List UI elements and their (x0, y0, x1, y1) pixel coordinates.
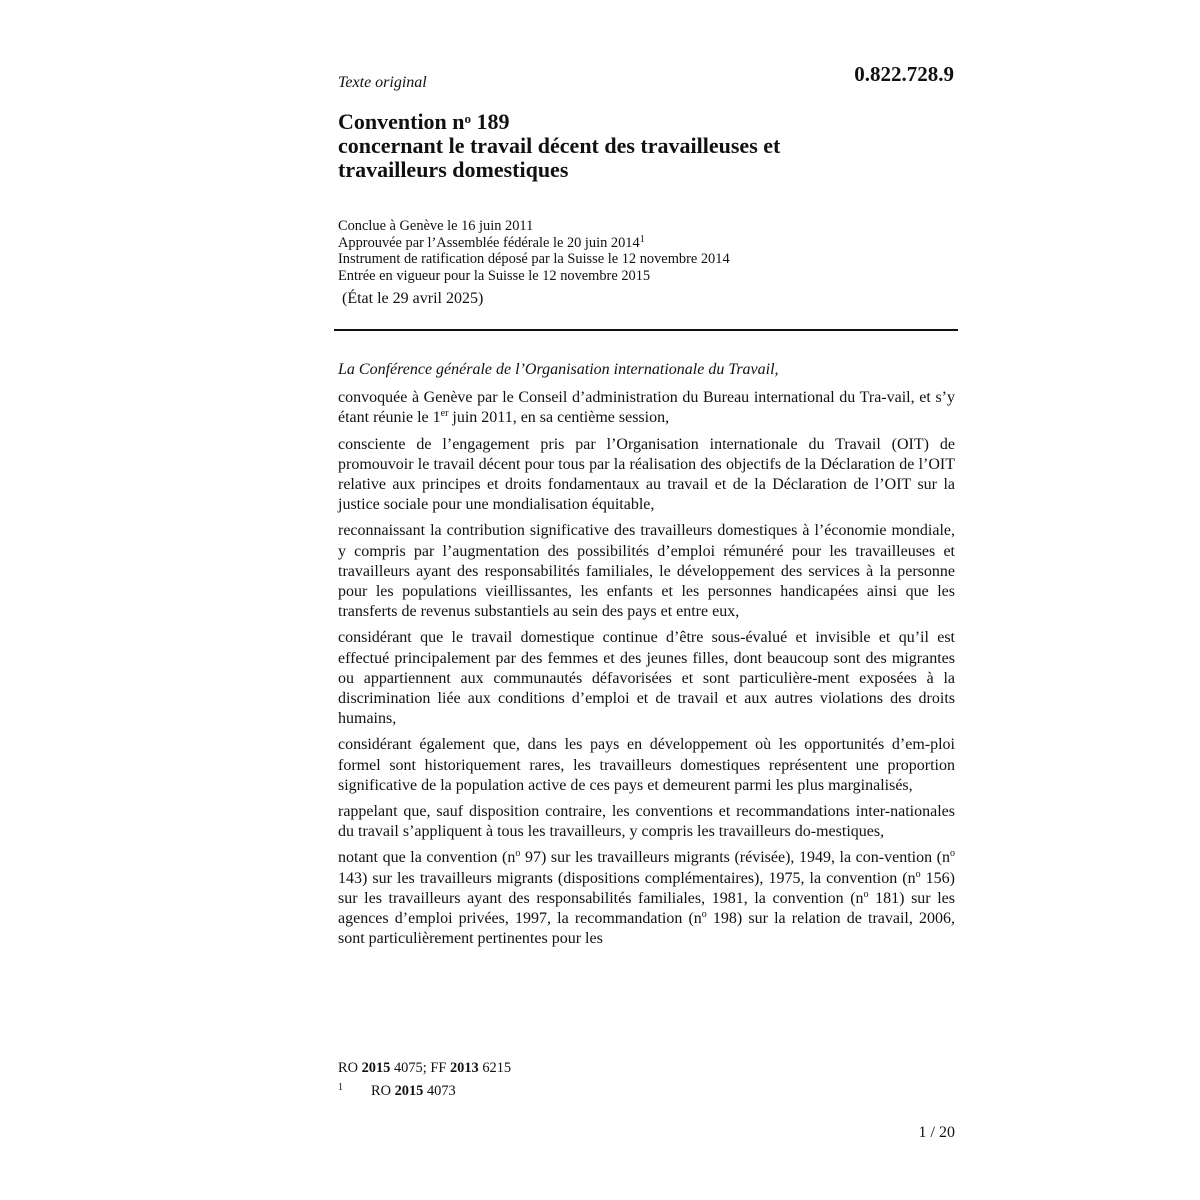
fn-ro-label: RO (371, 1083, 395, 1099)
preamble-paragraph (338, 388, 955, 428)
number-sup: o (915, 868, 921, 880)
source-reference (338, 1058, 511, 1078)
state-date: (État le 29 avril 2025) (342, 290, 484, 307)
preamble-paragraph: consciente de l’engagement pris par l’Organisation internationale du Travail (OIT) de promouvoir le travail décent pour tous par la réalisation des objectifs de la Déclaration de l’OIT relative aux principes et droits fondamentaux au travail et de la Déclaration de l’OIT sur la justice sociale pour une mondialisation équitable, (338, 435, 955, 514)
title-line-3: travailleurs domestiques (338, 157, 569, 182)
paragraph-text: notant que la convention (n (338, 849, 516, 867)
number-sup: o (863, 888, 869, 900)
preamble-paragraph: reconnaissant la contribution significative des travailleurs domestiques à l’économie mondiale, y compris par l’augmentation des possibilités d’emploi rémunéré pour les travailleuses et travailleurs ayant des responsabilités familiales, le développement des services à la personne pour les populations vieillissantes, les enfants et les personnes handicapées ainsi que les transferts de revenus substantiels au sein des pays et entre eux, (338, 522, 955, 621)
document-body (338, 360, 955, 955)
ro-page: 4075; FF (390, 1060, 450, 1076)
ff-year: 2013 (449, 1060, 479, 1076)
title-sup: o (464, 111, 472, 126)
fn-ro-year: 2015 (394, 1083, 424, 1099)
title-number: 189 (471, 109, 510, 134)
original-text-label: Texte original (338, 74, 427, 91)
ordinal-sup: er (440, 408, 449, 420)
document-title (338, 110, 955, 182)
title-prefix: Convention n (338, 109, 465, 134)
paragraph-text: 181) sur les agences d’emploi privées, 1997, la recommandation (n (338, 889, 955, 928)
in-force-date: Entrée en vigueur pour la Suisse le 12 novembre 2015 (338, 267, 651, 284)
header-divider (334, 329, 958, 331)
title-line-2: concernant le travail décent des travailleuses et (338, 133, 781, 158)
number-sup: o (701, 909, 707, 921)
number-sup: o (950, 848, 956, 860)
fn-ro-page: 4073 (423, 1083, 456, 1099)
document-metadata (338, 218, 730, 284)
paragraph-text: convoquée à Genève par le Conseil d’administration du Bureau international du Tra-vail, et s’y étant réunie le 1 (338, 389, 955, 427)
footnote-ref[interactable]: 1 (639, 233, 645, 245)
paragraph-text: juin 2011, en sa centième session, (448, 409, 670, 427)
title-line-1 (338, 110, 955, 134)
ff-page: 6215 (478, 1060, 512, 1076)
footnotes (338, 1058, 511, 1101)
footnote-1 (338, 1078, 511, 1101)
preamble-paragraph (338, 848, 955, 949)
ratification-date: Instrument de ratification déposé par la Suisse le 12 novembre 2014 (338, 251, 730, 267)
preamble-paragraph: considérant que le travail domestique continue d’être sous-évalué et invisible et qu’il est effectué principalement par des femmes et des jeunes filles, dont beaucoup sont des migrantes ou appartiennent aux communautés défavorisées et sont particulière-ment exposées à la discrimination liée aux conditions d’emploi et de travail et aux autres violations des droits humains, (338, 629, 955, 728)
footnote-number: 1 (338, 1082, 343, 1093)
paragraph-text: 97) sur les travailleurs migrants (révisée), 1949, la con-vention (n (520, 849, 951, 867)
paragraph-text: 143) sur les travailleurs migrants (dispositions complémentaires), 1975, la convention (n (338, 869, 916, 887)
ro-label: RO (338, 1060, 362, 1076)
concluded-date: Conclue à Genève le 16 juin 2011 (338, 218, 534, 234)
page-number: 1 / 20 (918, 1124, 955, 1141)
number-sup: o (515, 848, 521, 860)
rs-number: 0.822.728.9 (854, 62, 954, 86)
preamble-paragraph: rappelant que, sauf disposition contraire, les conventions et recommandations inter-nationales du travail s’appliquent à tous les travailleurs, y compris les travailleurs do-mestiques, (338, 803, 955, 841)
approved-date (338, 235, 730, 252)
approved-text: Approuvée par l’Assemblée fédérale le 20 juin 2014 (338, 234, 640, 251)
paragraph-text: 198) sur la relation de travail, 2006, sont particulièrement pertinentes pour les (338, 910, 955, 948)
ro-year: 2015 (361, 1060, 391, 1076)
preamble-paragraph: considérant également que, dans les pays en développement où les opportunités d’em-ploi formel sont historiquement rares, les travailleurs domestiques représentent une proportion significative de la population active de ces pays et demeurent parmi les plus marginalisés, (338, 736, 955, 794)
paragraph-text: 156) sur les travailleurs ayant des responsabilités familiales, 1981, la convention (n (338, 869, 955, 907)
preamble-intro: La Conférence générale de l’Organisation internationale du Travail, (338, 361, 779, 378)
